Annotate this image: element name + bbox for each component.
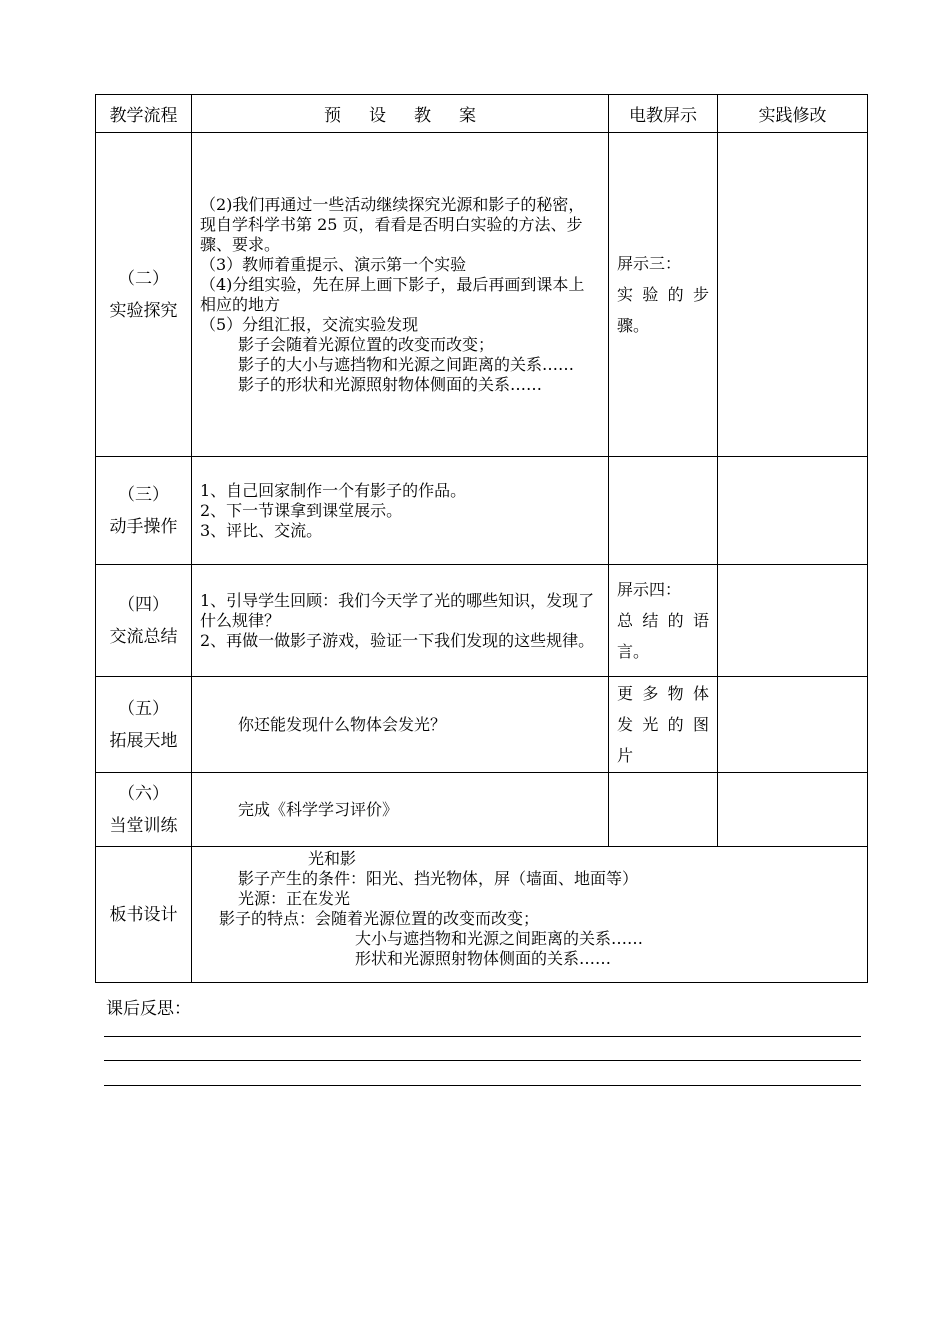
screen-cell [609,457,718,565]
table-row [96,457,868,565]
plan-line: 完成《科学学习评价》 [238,799,399,819]
board-design-row [96,847,868,983]
plan-line: （5）分组汇报，交流实验发现 [200,314,419,334]
table-row [96,677,868,773]
stage-cell [96,133,192,457]
plan-line: 影子的大小与遮挡物和光源之间距离的关系…… [238,354,575,374]
stage-number: （五） [118,698,169,719]
plan-line: 1、自己回家制作一个有影子的作品。 [200,480,467,500]
revision-cell[interactable] [718,773,868,847]
board-line: 形状和光源照射物体侧面的关系…… [355,949,612,968]
stage-cell [96,457,192,565]
plan-line: （4)分组实验，先在屏上画下影子，最后再画到课本上相应的地方 [200,274,585,314]
stage-cell [96,677,192,773]
plan-line: 2、再做一做影子游戏，验证一下我们发现的这些规律。 [200,630,595,650]
stage-name: 当堂训练 [109,815,178,836]
board-line: 大小与遮挡物和光源之间距离的关系…… [355,929,644,948]
reflection-line[interactable] [104,1036,861,1037]
board-label: 板书设计 [96,847,192,983]
stage-cell [96,773,192,847]
table-row [96,773,868,847]
revision-cell[interactable] [718,677,868,773]
plan-line: 你还能发现什么物体会发光？ [238,714,447,734]
board-title: 光和影 [308,849,357,868]
plan-content [192,773,609,847]
plan-content [192,457,609,565]
stage-name: 拓展天地 [109,730,178,751]
stage-number: （六） [118,783,169,804]
board-line: 影子的特点：会随着光源位置的改变而改变； [219,909,540,928]
reflection-line[interactable] [104,1060,861,1061]
plan-content [192,565,609,677]
screen-line: 片 [617,746,634,765]
header-screen-display: 电教屏示 [609,95,718,133]
screen-line: 更多物体 [617,684,709,703]
reflection-line[interactable] [104,1085,861,1086]
board-line: 光源：正在发光 [238,889,351,908]
stage-name: 动手操作 [109,516,178,537]
stage-number: （三） [118,484,169,505]
plan-line: 1、引导学生回顾：我们今天学了光的哪些知识，发现了什么规律？ [200,590,595,630]
reflection-label: 课后反思： [106,999,191,1019]
header-practice-revision: 实践修改 [718,95,868,133]
plan-content [192,677,609,773]
header-row [96,95,868,133]
table-row [96,565,868,677]
board-content [192,847,868,983]
screen-line: 发光的图 [617,715,709,734]
screen-line: 屏示四： [617,580,682,599]
screen-line: 屏示三： [617,254,682,273]
revision-cell[interactable] [718,133,868,457]
plan-content [192,133,609,457]
stage-name: 实验探究 [109,300,178,321]
header-teaching-process: 教学流程 [96,95,192,133]
plan-line: （2)我们再通过一些活动继续探究光源和影子的秘密，现自学科学书第 25 页，看看是否明白实验的方法、步骤、要求。 [200,194,585,254]
stage-number: （四） [118,594,169,615]
screen-line: 实验的步 [617,285,709,304]
board-line: 影子产生的条件：阳光、挡光物体，屏（墙面、地面等） [238,869,639,888]
stage-name: 交流总结 [109,626,178,647]
screen-line: 骤。 [617,316,650,335]
screen-cell [609,773,718,847]
plan-line: 3、评比、交流。 [200,520,323,540]
revision-cell[interactable] [718,457,868,565]
plan-line: （3）教师着重提示、演示第一个实验 [200,254,467,274]
plan-line: 影子会随着光源位置的改变而改变； [238,334,495,354]
revision-cell[interactable] [718,565,868,677]
lesson-plan-table [95,94,868,983]
screen-line: 总结的语 [617,611,709,630]
header-lesson-plan: 预设教案 [192,95,609,133]
table-row [96,133,868,457]
screen-cell [609,565,718,677]
screen-line: 言。 [617,642,650,661]
stage-number: （二） [118,268,169,289]
stage-cell [96,565,192,677]
plan-line: 2、下一节课拿到课堂展示。 [200,500,403,520]
plan-line: 影子的形状和光源照射物体侧面的关系…… [238,374,543,394]
screen-cell [609,133,718,457]
screen-cell [609,677,718,773]
